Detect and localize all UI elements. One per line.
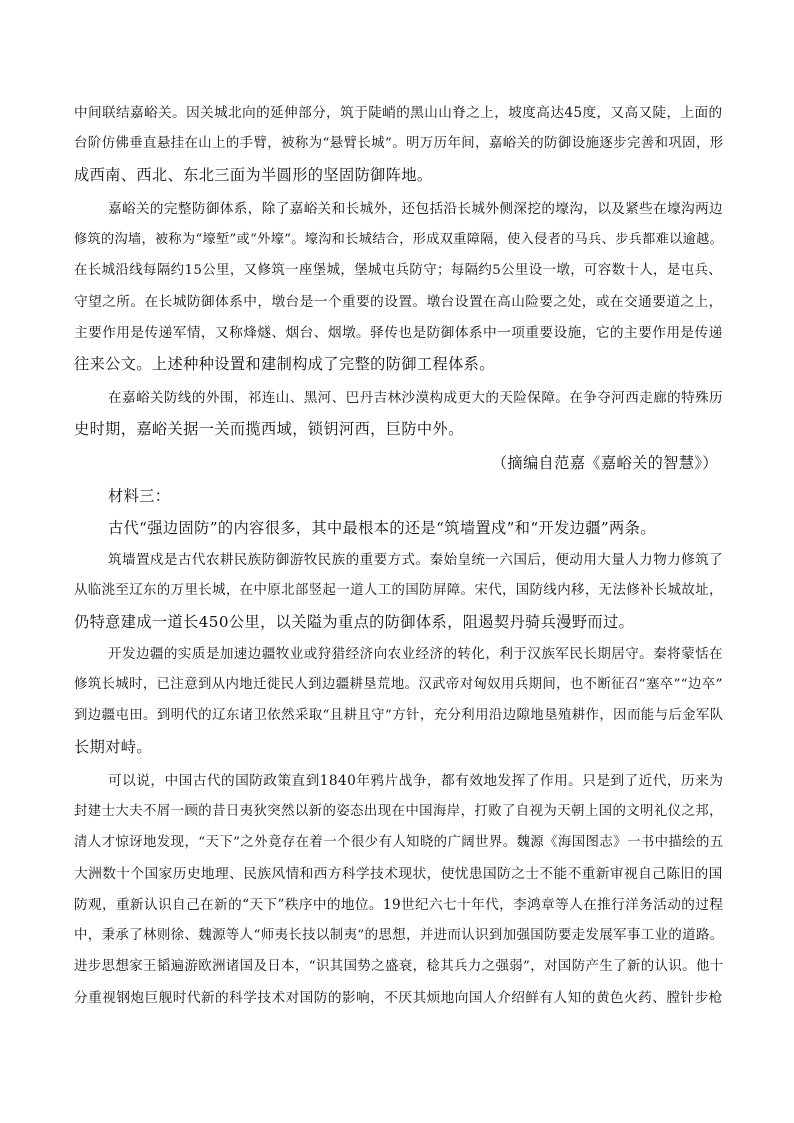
paragraph-line: 进步思想家王韬遍游欧洲诸国及日本，“识其国势之盛衰，稔其兵力之强弱”，对国防产生了新的认识。他十 [74,959,724,974]
section-heading: 材料三： [108,487,171,505]
paragraph-line: 往来公文。上述种种设置和建制构成了完整的防御工程体系。 [74,355,495,373]
paragraph-line: 大洲数十个国家历史地理、民族风情和西方科学技术现状，使忧患国防之士不能不重新审视自己陈旧的国 [74,866,723,882]
paragraph-line: 封建士大夫不屑一顾的昔日夷狄突然以新的姿态出现在中国海岸，打败了自视为天朝上国的文明礼仪之邦， [74,804,723,819]
paragraph-line: 修筑的沟墙，被称为“壕堑”或“外壕”。壕沟和长城结合，形成双重障隔，使入侵者的马兵、步兵都难以逾越。 [74,232,724,247]
paragraph-line: 防观，重新认识自己在新的“天下”秩序中的地位。19世纪六七十年代，李鸿章等人在推行洋务活动的过程 [74,897,724,913]
paragraph-line: 长期对峙。 [74,738,152,756]
paragraph-line: 从临洮至辽东的万里长城，在中原北部竖起一道人工的国防屏障。宋代，国防线内移，无法修补长城故址， [74,583,723,598]
paragraph-line: 分重视钢炮巨舰时代新的科学技术对国防的影响，不厌其烦地向国人介绍鲜有人知的黄色火药、膛针步枪 [74,990,723,1006]
paragraph-line: 仍特意建成一道长450公里，以关隘为重点的防御体系，阻遏契丹骑兵漫野而过。 [74,613,635,631]
paragraph-line: 清人才惊讶地发现，“天下”之外竟存在着一个很少有人知晓的广阔世界。魏源《海国图志》一书中描绘的五 [74,835,724,850]
paragraph-line: 中间联结嘉峪关。因关城北向的延伸部分，筑于陡峭的黑山山脊之上，坡度高达45度，又高又陡，上面的 [74,105,723,121]
paragraph-line: 古代“强边固防”的内容很多，其中最根本的还是“筑墙置戍”和“开发边疆”两条。 [108,519,656,537]
paragraph-line: 到边疆屯田。到明代的辽东诸卫依然采取“且耕且守”方针，充分利用沿边隙地垦殖耕作，因而能与后金军队 [74,708,724,723]
source-citation: （摘编自范嘉《嘉峪关的智慧》） [491,454,718,472]
paragraph-line: 修筑长城时，已注意到从内地迁徙民人到边疆耕垦荒地。汉武帝对匈奴用兵期间，也不断征召“塞卒”“边卒” [74,677,723,692]
paragraph-line: 筑墙置戍是古代农耕民族防御游牧民族的重要方式。秦始皇统一六国后，便动用大量人力物力修筑了 [108,552,724,568]
paragraph-line: 守望之所。在长城防御体系中，墩台是一个重要的设置。墩台设置在高山险要之处，或在交通要道之上， [74,294,723,310]
paragraph-line: 主要作用是传递军情，又称烽燧、烟台、烟墩。驿传也是防御体系中一项重要设施，它的主要作用是传递 [74,325,723,341]
paragraph-line: 在长城沿线每隔约15公里，又修筑一座堡城，堡城屯兵防守；每隔约5公里设一墩，可容数十人，是屯兵、 [74,263,723,278]
paragraph-line: 可以说，中国古代的国防政策直到1840年鸦片战争，都有效地发挥了作用。只是到了近代，历来为 [108,773,724,789]
paragraph-line: 史时期，嘉峪关据一关而揽西域，锁钥河西，巨防中外。 [74,420,464,438]
paragraph-line: 中，秉承了林则徐、魏源等人“师夷长技以制夷”的思想，并进而认识到加强国防要走发展军事工业的道路。 [74,928,724,943]
paragraph-line: 台阶仿佛垂直悬挂在山上的手臂，被称为“悬臂长城”。明万历年间，嘉峪关的防御设施逐步完善和巩固，形 [74,136,724,151]
paragraph-line: 在嘉峪关防线的外围，祁连山、黑河、巴丹吉林沙漠构成更大的天险保障。在争夺河西走廊的特殊历 [108,390,724,406]
paragraph-line: 嘉峪关的完整防御体系，除了嘉峪关和长城外，还包括沿长城外侧深挖的壕沟，以及紧些在壕沟两边 [108,201,724,217]
paragraph-line: 开发边疆的实质是加速边疆牧业或狩猎经济向农业经济的转化，利于汉族军民长期居守。秦将蒙恬在 [108,646,724,662]
paragraph-line: 成西南、西北、东北三面为半圆形的坚固防御阵地。 [74,166,433,184]
